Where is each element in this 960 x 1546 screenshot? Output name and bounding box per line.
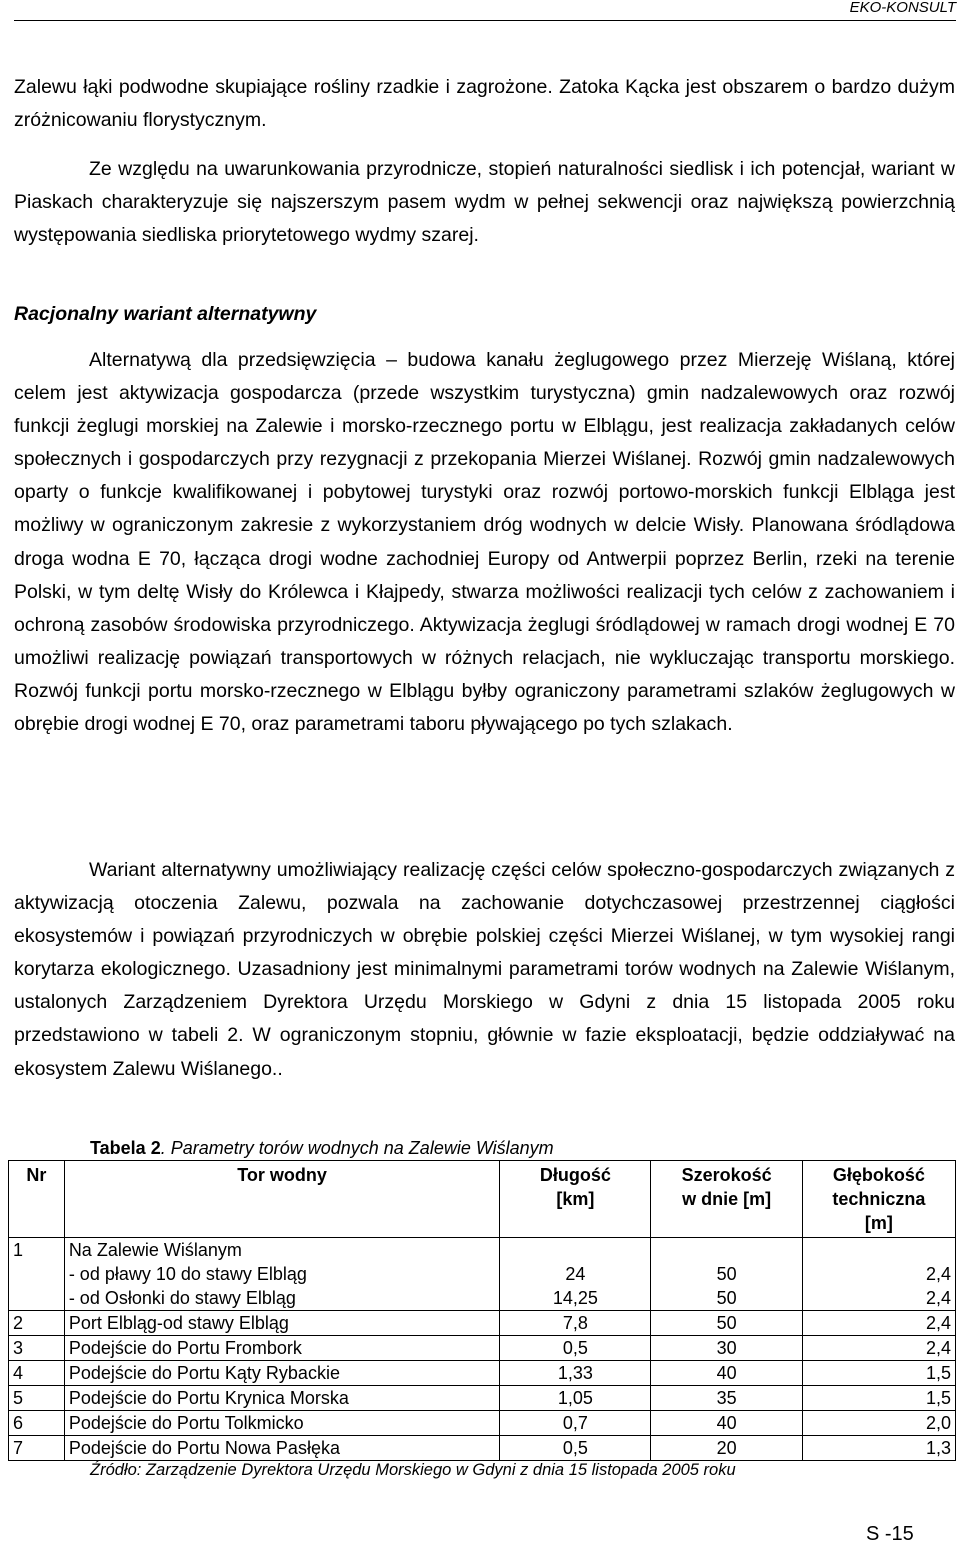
cell-depth: 1,5 [802,1361,955,1386]
cell-tor: Podejście do Portu Frombork [64,1336,499,1361]
cell-tor: Port Elbląg-od stawy Elbląg [64,1311,499,1336]
table-caption-text: . Parametry torów wodnych na Zalewie Wiślanym [160,1138,554,1158]
cell-nr: 5 [9,1386,65,1411]
cell-nr: 1 [9,1238,65,1311]
paragraph-4 [14,854,955,1086]
cell-tor: Podejście do Portu Kąty Rybackie [64,1361,499,1386]
cell-nr: 7 [9,1436,65,1461]
paragraph-4-text: Wariant alternatywny umożliwiający realizację części celów społeczno-gospodarczych związanych z aktywizacją otoczenia Zalewu, pozwala na zachowanie dotychczasowej przestrzennej ciągłości ekosystemów i powiązań przyrodniczych w obrębie polskiej części Mierzei Wiślanej, w tym wysokiej rangi korytarza ekologicznego. Uzasadniony jest minimalnymi parametrami torów wodnych na Zalewie Wiślanym, ustalonych Zarządzeniem Dyrektora Urzędu Morskiego w Gdyni z dnia 15 listopada 2005 roku przedstawiono w tabeli 2. W ograniczonym stopniu, głównie w fazie eksploatacji, będzie oddziaływać na ekosystem Zalewu Wiślanego.. [14,859,955,1080]
cell-width: 50 50 [651,1238,802,1311]
cell-length: 0,5 [500,1336,651,1361]
table-row [9,1311,956,1336]
waterways-table [8,1160,956,1461]
cell-width: 20 [651,1436,802,1461]
cell-depth: 2,0 [802,1411,955,1436]
cell-width: 40 [651,1361,802,1386]
cell-depth: 1,3 [802,1436,955,1461]
table-row [9,1238,956,1311]
cell-length: 1,33 [500,1361,651,1386]
cell-width: 35 [651,1386,802,1411]
table-row [9,1436,956,1461]
cell-width: 40 [651,1411,802,1436]
table-row [9,1336,956,1361]
header-tor: Tor wodny [64,1161,499,1238]
cell-depth: 2,4 [802,1336,955,1361]
cell-tor: Podejście do Portu Krynica Morska [64,1386,499,1411]
table-row [9,1411,956,1436]
cell-tor: Podejście do Portu Tolkmicko [64,1411,499,1436]
section-heading: Racjonalny wariant alternatywny [14,303,317,325]
table-caption [90,1137,554,1159]
page-header [14,0,956,21]
cell-width: 50 [651,1311,802,1336]
table-caption-label: Tabela 2 [90,1138,161,1158]
paragraph-1-text: Zalewu łąki podwodne skupiające rośliny rzadkie i zagrożone. Zatoka Kącka jest obszarem o bardzo dużym zróżnicowaniu florystycznym. [14,76,955,132]
cell-width: 30 [651,1336,802,1361]
header-glebokosc: Głębokość techniczna [m] [802,1161,955,1238]
paragraph-3-text: Alternatywą dla przedsięwzięcia – budowa kanału żeglugowego przez Mierzeję Wiślaną, której celem jest aktywizacja gospodarcza (przede wszystkim turystyczna) gmin nadzalewowych oraz rozwój funkcji żeglugi morskiej na Zalewie i morsko-rzecznego portu w Elblągu, jest realizacja zakładanych celów społecznych i gospodarczych przy rezygnacji z przekopania Mierzei Wiślanej. Rozwój gmin nadzalewowych oparty o funkcje kwalifikowanej i pobytowej turystyki oraz rozwój portowo-morskich funkcji Elbląga jest możliwy w ograniczonym zakresie z wykorzystaniem dróg wodnych w delcie Wisły. Planowana śródlądowa droga wodna E 70, łącząca drogi wodne zachodniej Europy od Antwerpii poprzez Berlin, rzeki na terenie Polski, w tym deltę Wisły do Królewca i Kłajpedy, stwarza możliwości realizacji tych celów z zachowaniem i ochroną zasobów środowiska przyrodniczego. Aktywizacja żeglugi śródlądowej w ramach drogi wodnej E 70 umożliwi realizację powiązań transportowych w różnych relacjach, nie wykluczając transportu morskiego. Rozwój funkcji portu morsko-rzecznego w Elblągu byłby ograniczony parametrami szlaków żeglugowych w obrębie drogi wodnej E 70, oraz parametrami taboru pływającego po tych szlakach. [14,349,955,736]
header-nr: Nr [9,1161,65,1238]
cell-nr: 4 [9,1361,65,1386]
cell-depth: 1,5 [802,1386,955,1411]
header-dlugosc: Długość [km] [500,1161,651,1238]
cell-nr: 2 [9,1311,65,1336]
paragraph-2-text: Ze względu na uwarunkowania przyrodnicze, stopień naturalności siedlisk i ich potencjał, wariant w Piaskach charakteryzuje się najszerszym pasem wydm w pełnej sekwencji oraz największą powierzchnią występowania siedliska priorytetowego wydmy szarej. [14,158,955,247]
cell-length: 1,05 [500,1386,651,1411]
table-source: Źródło: Zarządzenie Dyrektora Urzędu Morskiego w Gdyni z dnia 15 listopada 2005 roku [90,1461,736,1479]
table-row [9,1386,956,1411]
cell-length: 7,8 [500,1311,651,1336]
cell-length: 0,5 [500,1436,651,1461]
cell-nr: 3 [9,1336,65,1361]
table-row [9,1361,956,1386]
table-header-row [9,1161,956,1238]
cell-nr: 6 [9,1411,65,1436]
cell-tor: Podejście do Portu Nowa Pasłęka [64,1436,499,1461]
cell-depth: 2,4 2,4 [802,1238,955,1311]
cell-length: 0,7 [500,1411,651,1436]
header-szerokosc: Szerokość w dnie [m] [651,1161,802,1238]
paragraph-3 [14,344,955,741]
paragraph-1 [14,71,955,137]
cell-length: 24 14,25 [500,1238,651,1311]
cell-depth: 2,4 [802,1311,955,1336]
company-name: EKO-KONSULT [849,0,956,16]
cell-tor: Na Zalewie Wiślanym - od pławy 10 do stawy Elbląg - od Osłonki do stawy Elbląg [64,1238,499,1311]
paragraph-2 [14,153,955,252]
page-number: S -15 [866,1523,914,1545]
